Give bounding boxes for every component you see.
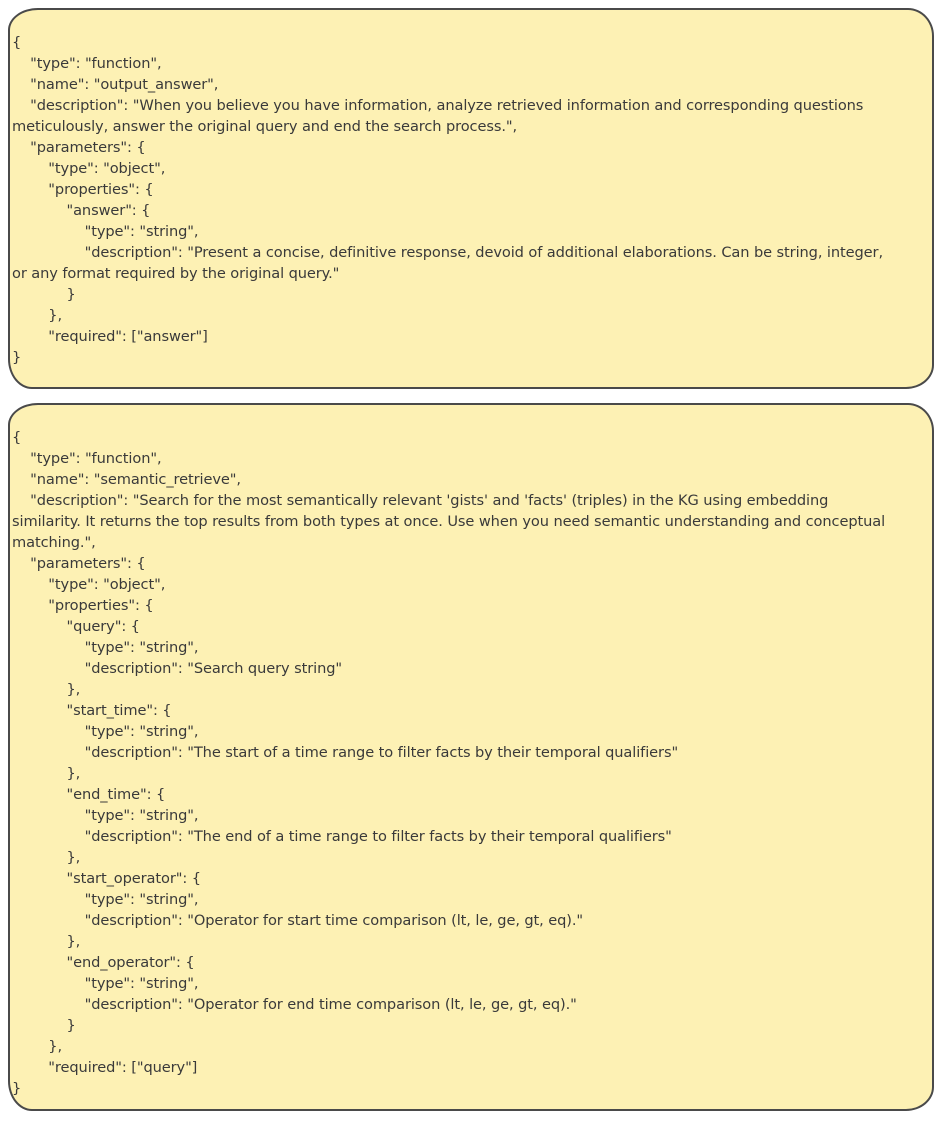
code-line: "parameters": { bbox=[12, 555, 146, 572]
code-line: }, bbox=[12, 849, 81, 866]
code-line: "name": "semantic_retrieve", bbox=[12, 471, 241, 488]
code-line: }, bbox=[12, 1038, 63, 1055]
code-line: "description": "Search query string" bbox=[12, 660, 343, 677]
code-line: similarity. It returns the top results from both types at once. Use when you need semantic understanding and conceptual bbox=[12, 513, 886, 530]
code-line: }, bbox=[12, 765, 81, 782]
schema-code-block bbox=[12, 32, 932, 368]
code-line: "type": "function", bbox=[12, 55, 162, 72]
code-line: "parameters": { bbox=[12, 139, 146, 156]
code-line: "description": "Search for the most semantically relevant 'gists' and 'facts' (triples) in the KG using embedding bbox=[12, 492, 829, 509]
code-line: { bbox=[12, 34, 22, 51]
code-line: "properties": { bbox=[12, 597, 154, 614]
code-line: "description": "The end of a time range to filter facts by their temporal qualifiers" bbox=[12, 828, 672, 845]
code-line: "end_time": { bbox=[12, 786, 166, 803]
code-line: "required": ["query"] bbox=[12, 1059, 198, 1076]
code-line: "query": { bbox=[12, 618, 140, 635]
code-line: "required": ["answer"] bbox=[12, 328, 208, 345]
code-line: "description": "When you believe you have information, analyze retrieved information and corresponding questions bbox=[12, 97, 864, 114]
code-line: "start_operator": { bbox=[12, 870, 201, 887]
output-answer-schema-panel bbox=[8, 8, 934, 389]
schema-code-block bbox=[12, 427, 932, 1099]
code-line: "name": "output_answer", bbox=[12, 76, 219, 93]
code-line: "end_operator": { bbox=[12, 954, 195, 971]
code-line: "description": "The start of a time range to filter facts by their temporal qualifiers" bbox=[12, 744, 679, 761]
code-line: "type": "string", bbox=[12, 975, 199, 992]
semantic-retrieve-schema-panel bbox=[8, 403, 934, 1111]
code-line: }, bbox=[12, 681, 81, 698]
code-line: matching.", bbox=[12, 534, 96, 551]
code-line: } bbox=[12, 1017, 76, 1034]
code-line: "answer": { bbox=[12, 202, 151, 219]
code-line: "type": "string", bbox=[12, 807, 199, 824]
code-line: "type": "function", bbox=[12, 450, 162, 467]
code-line: "type": "string", bbox=[12, 723, 199, 740]
code-line: "description": "Operator for start time comparison (lt, le, ge, gt, eq)." bbox=[12, 912, 584, 929]
code-line: }, bbox=[12, 307, 63, 324]
code-line: "type": "object", bbox=[12, 160, 166, 177]
code-line: "description": "Present a concise, definitive response, devoid of additional elaborations. Can be string, integer, bbox=[12, 244, 883, 261]
code-line: "type": "object", bbox=[12, 576, 166, 593]
code-line: { bbox=[12, 429, 22, 446]
code-line: } bbox=[12, 286, 76, 303]
code-line: meticulously, answer the original query and end the search process.", bbox=[12, 118, 518, 135]
code-line: "start_time": { bbox=[12, 702, 172, 719]
code-line: "type": "string", bbox=[12, 891, 199, 908]
code-line: "properties": { bbox=[12, 181, 154, 198]
code-line: "type": "string", bbox=[12, 223, 199, 240]
code-line: "description": "Operator for end time comparison (lt, le, ge, gt, eq)." bbox=[12, 996, 577, 1013]
code-line: "type": "string", bbox=[12, 639, 199, 656]
code-line: or any format required by the original query." bbox=[12, 265, 340, 282]
code-line: } bbox=[12, 349, 22, 366]
code-line: }, bbox=[12, 933, 81, 950]
code-line: } bbox=[12, 1080, 22, 1097]
